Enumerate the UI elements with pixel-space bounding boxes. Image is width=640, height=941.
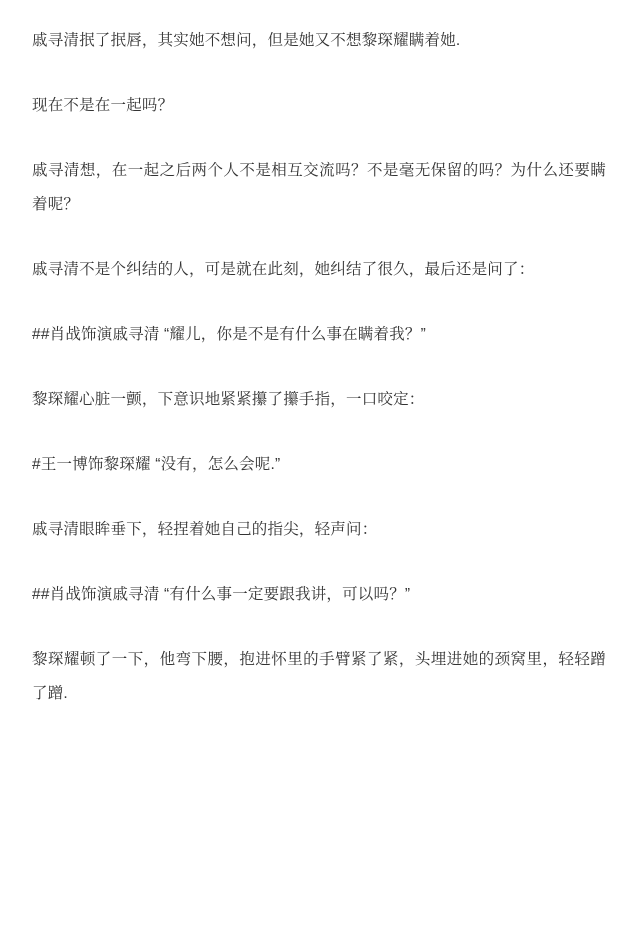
paragraph: 戚寻清眼眸垂下，轻捏着她自己的指尖，轻声问：	[32, 521, 378, 538]
paragraph: 戚寻清想，在一起之后两个人不是相互交流吗？不是毫无保留的吗？为什么还要瞒着呢？	[32, 162, 606, 213]
paragraph: 黎琛耀心脏一颤，下意识地紧紧攥了攥手指，一口咬定：	[32, 391, 425, 408]
paragraph: 戚寻清抿了抿唇，其实她不想问，但是她又不想黎琛耀瞒着她.	[32, 32, 461, 49]
paragraph: 戚寻清不是个纠结的人，可是就在此刻，她纠结了很久，最后还是问了：	[32, 261, 535, 278]
paragraph: 黎琛耀顿了一下，他弯下腰，抱进怀里的手臂紧了紧，头埋进她的颈窝里，轻轻蹭了蹭.	[32, 651, 606, 702]
paragraph: #王一博饰黎琛耀 “没有，怎么会呢.”	[32, 456, 281, 473]
paragraph: ##肖战饰演戚寻清 “耀儿，你是不是有什么事在瞒着我？”	[32, 326, 426, 343]
paragraph: ##肖战饰演戚寻清 “有什么事一定要跟我讲，可以吗？”	[32, 586, 411, 603]
paragraph: 现在不是在一起吗？	[32, 97, 174, 114]
